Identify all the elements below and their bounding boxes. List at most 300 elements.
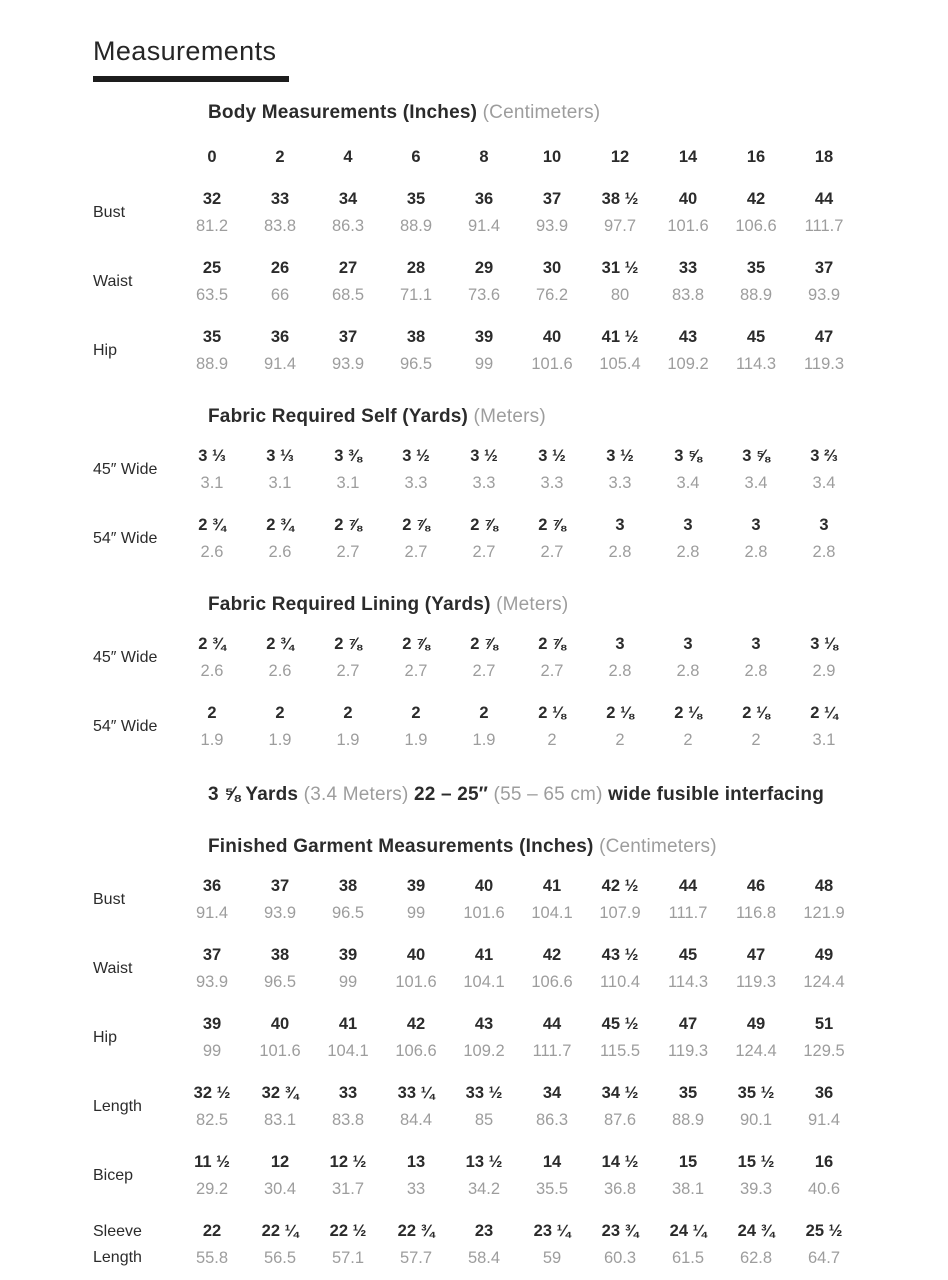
value-primary: 34 bbox=[542, 1084, 562, 1102]
value-primary: 3 bbox=[751, 635, 761, 653]
value-secondary: 62.8 bbox=[739, 1249, 773, 1267]
value-secondary: 93.9 bbox=[263, 904, 297, 922]
value-primary: 40 bbox=[474, 877, 494, 895]
value-primary: 3 ⅝ bbox=[674, 447, 702, 465]
value-secondary: 58.4 bbox=[467, 1249, 501, 1267]
value-primary: 32 bbox=[202, 190, 222, 208]
measurement-cell bbox=[382, 443, 450, 497]
size-col-header: 0 bbox=[207, 148, 217, 166]
value-secondary: 31.7 bbox=[331, 1180, 365, 1198]
measurement-cell bbox=[178, 942, 246, 996]
value-primary: 22 ¾ bbox=[397, 1222, 435, 1240]
value-primary: 36 bbox=[202, 877, 222, 895]
measurement-cell bbox=[722, 1218, 790, 1272]
value-primary: 39 bbox=[406, 877, 426, 895]
value-primary: 3 ½ bbox=[606, 447, 634, 465]
measurement-cell bbox=[518, 512, 586, 566]
sizes-header-spacer bbox=[93, 144, 178, 171]
value-primary: 3 ⅔ bbox=[810, 447, 838, 465]
value-secondary: 97.7 bbox=[603, 217, 637, 235]
page-header bbox=[93, 36, 948, 82]
value-secondary: 2.6 bbox=[268, 662, 292, 680]
value-secondary: 60.3 bbox=[603, 1249, 637, 1267]
measurement-cell bbox=[450, 631, 518, 685]
measurement-cell bbox=[790, 186, 858, 240]
value-primary: 2 ⅛ bbox=[538, 704, 566, 722]
value-secondary: 57.1 bbox=[331, 1249, 365, 1267]
section-heading-secondary: (Centimeters) bbox=[482, 102, 601, 123]
measurement-cell bbox=[654, 700, 722, 754]
measurement-cell bbox=[790, 443, 858, 497]
measurement-cell bbox=[450, 1149, 518, 1203]
measurement-cell bbox=[314, 631, 382, 685]
measurement-cell bbox=[450, 700, 518, 754]
measurement-cell bbox=[790, 324, 858, 378]
value-secondary: 2.7 bbox=[336, 543, 360, 561]
value-secondary: 114.3 bbox=[667, 973, 709, 991]
size-col-header: 18 bbox=[814, 148, 834, 166]
measurement-cell bbox=[178, 255, 246, 309]
value-secondary: 87.6 bbox=[603, 1111, 637, 1129]
row-label: Hip bbox=[93, 1029, 118, 1046]
measurement-cell bbox=[382, 631, 450, 685]
measurement-cell bbox=[518, 443, 586, 497]
section-heading-secondary: (Meters) bbox=[496, 594, 569, 615]
value-primary: 2 ⅞ bbox=[538, 635, 566, 653]
size-col-header: 8 bbox=[479, 148, 489, 166]
measurement-cell bbox=[450, 942, 518, 996]
value-primary: 25 bbox=[202, 259, 222, 277]
value-secondary: 2 bbox=[615, 731, 625, 749]
row-label: Bust bbox=[93, 204, 126, 221]
size-col-header: 6 bbox=[411, 148, 421, 166]
value-primary: 37 bbox=[338, 328, 358, 346]
section-heading-primary: Body Measurements (Inches) bbox=[208, 102, 483, 123]
value-primary: 32 ½ bbox=[193, 1084, 231, 1102]
size-col-header: 16 bbox=[746, 148, 766, 166]
section-heading-secondary: (Centimeters) bbox=[599, 836, 717, 857]
measurement-cell bbox=[450, 186, 518, 240]
value-primary: 33 ¼ bbox=[397, 1084, 435, 1102]
sizes-header-row bbox=[93, 144, 948, 171]
value-primary: 3 bbox=[683, 635, 693, 653]
value-primary: 41 bbox=[338, 1015, 358, 1033]
value-secondary: 91.4 bbox=[807, 1111, 841, 1129]
value-secondary: 109.2 bbox=[463, 1042, 505, 1060]
value-primary: 13 bbox=[406, 1153, 426, 1171]
measurement-cell bbox=[654, 1218, 722, 1272]
row-label: 54″ Wide bbox=[93, 718, 158, 735]
value-primary: 3 bbox=[751, 516, 761, 534]
measurement-cell bbox=[654, 255, 722, 309]
measurement-cell bbox=[518, 1011, 586, 1065]
value-primary: 3 ½ bbox=[402, 447, 430, 465]
value-secondary: 1.9 bbox=[200, 731, 224, 749]
value-primary: 2 ¾ bbox=[266, 635, 294, 653]
value-primary: 25 ½ bbox=[805, 1222, 843, 1240]
value-secondary: 96.5 bbox=[331, 904, 365, 922]
value-primary: 39 bbox=[474, 328, 494, 346]
value-secondary: 104.1 bbox=[327, 1042, 369, 1060]
measurement-cell bbox=[246, 324, 314, 378]
measurement-cell bbox=[722, 1149, 790, 1203]
measurement-cell bbox=[518, 1080, 586, 1134]
value-secondary: 99 bbox=[338, 973, 358, 991]
measurement-cell bbox=[722, 700, 790, 754]
measurement-cell bbox=[314, 324, 382, 378]
measurement-cell bbox=[450, 443, 518, 497]
value-secondary: 84.4 bbox=[399, 1111, 433, 1129]
measurement-cell bbox=[722, 873, 790, 927]
value-primary: 49 bbox=[746, 1015, 766, 1033]
measurement-cell bbox=[722, 1080, 790, 1134]
value-secondary: 101.6 bbox=[463, 904, 505, 922]
value-secondary: 2.6 bbox=[200, 662, 224, 680]
size-col-header: 4 bbox=[343, 148, 353, 166]
measurement-cell bbox=[722, 186, 790, 240]
value-primary: 3 ⅝ bbox=[742, 447, 770, 465]
measurement-row bbox=[93, 700, 948, 754]
measurement-cell bbox=[654, 186, 722, 240]
measurement-row bbox=[93, 1149, 948, 1203]
value-secondary: 86.3 bbox=[535, 1111, 569, 1129]
measurement-cell bbox=[654, 1011, 722, 1065]
value-primary: 35 ½ bbox=[737, 1084, 775, 1102]
row-label: Waist bbox=[93, 960, 133, 977]
value-secondary: 111.7 bbox=[532, 1042, 572, 1060]
value-primary: 39 bbox=[202, 1015, 222, 1033]
value-primary: 2 ⅞ bbox=[334, 516, 362, 534]
page-title: Measurements bbox=[93, 36, 277, 66]
value-secondary: 109.2 bbox=[667, 355, 709, 373]
value-primary: 23 bbox=[474, 1222, 494, 1240]
row-label: Bust bbox=[93, 891, 126, 908]
value-secondary: 119.3 bbox=[735, 973, 777, 991]
value-secondary: 99 bbox=[202, 1042, 222, 1060]
measurement-cell bbox=[246, 512, 314, 566]
measurement-row bbox=[93, 1080, 948, 1134]
value-primary: 47 bbox=[746, 946, 766, 964]
measurement-cell bbox=[790, 512, 858, 566]
value-secondary: 82.5 bbox=[195, 1111, 229, 1129]
measurement-cell bbox=[382, 700, 450, 754]
measurement-cell bbox=[586, 324, 654, 378]
measurement-cell bbox=[586, 700, 654, 754]
value-secondary: 83.8 bbox=[331, 1111, 365, 1129]
value-secondary: 101.6 bbox=[667, 217, 709, 235]
value-primary: 37 bbox=[542, 190, 562, 208]
value-secondary: 2.6 bbox=[268, 543, 292, 561]
value-secondary: 2.7 bbox=[336, 662, 360, 680]
measurement-cell bbox=[246, 255, 314, 309]
measurement-row bbox=[93, 255, 948, 309]
value-secondary: 91.4 bbox=[467, 217, 501, 235]
value-primary: 43 bbox=[474, 1015, 494, 1033]
value-primary: 46 bbox=[746, 877, 766, 895]
measurement-cell bbox=[382, 324, 450, 378]
value-primary: 47 bbox=[814, 328, 834, 346]
value-secondary: 2.7 bbox=[404, 662, 428, 680]
measurement-cell bbox=[586, 512, 654, 566]
value-primary: 26 bbox=[270, 259, 290, 277]
value-primary: 44 bbox=[814, 190, 834, 208]
value-secondary: 2 bbox=[751, 731, 761, 749]
section-heading bbox=[208, 406, 948, 428]
value-primary: 3 ⅓ bbox=[266, 447, 294, 465]
value-secondary: 86.3 bbox=[331, 217, 365, 235]
value-primary: 14 ½ bbox=[601, 1153, 639, 1171]
measurement-cell bbox=[450, 873, 518, 927]
measurement-cell bbox=[654, 1149, 722, 1203]
value-primary: 13 ½ bbox=[465, 1153, 503, 1171]
value-secondary: 1.9 bbox=[472, 731, 496, 749]
value-secondary: 116.8 bbox=[735, 904, 777, 922]
measurement-cell bbox=[586, 186, 654, 240]
measurement-cell bbox=[654, 1080, 722, 1134]
value-secondary: 36.8 bbox=[603, 1180, 637, 1198]
value-primary: 39 bbox=[338, 946, 358, 964]
measurement-cell bbox=[382, 873, 450, 927]
value-primary: 36 bbox=[270, 328, 290, 346]
value-secondary: 104.1 bbox=[463, 973, 505, 991]
measurement-cell bbox=[518, 942, 586, 996]
measurement-cell bbox=[586, 255, 654, 309]
value-secondary: 76.2 bbox=[535, 286, 569, 304]
value-secondary: 2.7 bbox=[540, 662, 564, 680]
row-label: 45″ Wide bbox=[93, 461, 158, 478]
value-primary: 22 ¼ bbox=[261, 1222, 299, 1240]
value-primary: 3 bbox=[615, 635, 625, 653]
measurement-cell bbox=[314, 942, 382, 996]
value-primary: 16 bbox=[814, 1153, 834, 1171]
value-secondary: 30.4 bbox=[263, 1180, 297, 1198]
value-secondary: 101.6 bbox=[395, 973, 437, 991]
size-col-header: 14 bbox=[678, 148, 698, 166]
value-secondary: 83.8 bbox=[671, 286, 705, 304]
value-primary: 15 bbox=[678, 1153, 698, 1171]
value-primary: 41 bbox=[474, 946, 494, 964]
note-part-muted: (55 – 65 cm) bbox=[493, 784, 609, 805]
value-secondary: 80 bbox=[610, 286, 630, 304]
value-secondary: 3.4 bbox=[812, 474, 836, 492]
value-primary: 51 bbox=[814, 1015, 834, 1033]
section-heading bbox=[208, 836, 948, 858]
value-secondary: 83.8 bbox=[263, 217, 297, 235]
measurement-cell bbox=[314, 700, 382, 754]
measurement-cell bbox=[314, 1218, 382, 1272]
value-primary: 29 bbox=[474, 259, 494, 277]
measurement-cell bbox=[654, 324, 722, 378]
value-primary: 33 bbox=[678, 259, 698, 277]
value-primary: 41 bbox=[542, 877, 562, 895]
value-secondary: 104.1 bbox=[531, 904, 573, 922]
measurement-cell bbox=[518, 700, 586, 754]
value-secondary: 56.5 bbox=[263, 1249, 297, 1267]
row-label: Sleeve Length bbox=[93, 1223, 142, 1266]
size-col-header: 12 bbox=[610, 148, 630, 166]
value-primary: 33 ½ bbox=[465, 1084, 503, 1102]
value-secondary: 114.3 bbox=[735, 355, 777, 373]
value-primary: 48 bbox=[814, 877, 834, 895]
section-heading-secondary: (Meters) bbox=[473, 406, 546, 427]
value-secondary: 96.5 bbox=[399, 355, 433, 373]
value-secondary: 88.9 bbox=[399, 217, 433, 235]
section-heading-primary: Finished Garment Measurements (Inches) bbox=[208, 836, 600, 857]
value-primary: 2 bbox=[411, 704, 421, 722]
value-primary: 42 bbox=[746, 190, 766, 208]
value-primary: 35 bbox=[202, 328, 222, 346]
value-secondary: 93.9 bbox=[331, 355, 365, 373]
row-label: Length bbox=[93, 1098, 142, 1115]
measurement-cell bbox=[178, 873, 246, 927]
value-primary: 40 bbox=[678, 190, 698, 208]
value-secondary: 61.5 bbox=[671, 1249, 705, 1267]
measurement-cell bbox=[722, 1011, 790, 1065]
measurement-cell bbox=[586, 873, 654, 927]
section-heading-primary: Fabric Required Self (Yards) bbox=[208, 406, 474, 427]
note-part: 3 ⅝ Yards bbox=[208, 784, 304, 805]
value-primary: 2 ¾ bbox=[266, 516, 294, 534]
value-primary: 3 bbox=[683, 516, 693, 534]
value-secondary: 99 bbox=[406, 904, 426, 922]
value-primary: 2 ¼ bbox=[810, 704, 838, 722]
measurement-row bbox=[93, 512, 948, 566]
section-heading-primary: Fabric Required Lining (Yards) bbox=[208, 594, 497, 615]
value-secondary: 105.4 bbox=[599, 355, 641, 373]
note-part: wide fusible interfacing bbox=[608, 784, 825, 805]
value-secondary: 68.5 bbox=[331, 286, 365, 304]
value-secondary: 3.1 bbox=[336, 474, 360, 492]
value-secondary: 93.9 bbox=[535, 217, 569, 235]
value-secondary: 99 bbox=[474, 355, 494, 373]
measurement-cell bbox=[178, 700, 246, 754]
value-primary: 3 ⅜ bbox=[334, 447, 362, 465]
value-primary: 27 bbox=[338, 259, 358, 277]
value-primary: 2 bbox=[479, 704, 489, 722]
value-secondary: 3.1 bbox=[812, 731, 836, 749]
value-secondary: 93.9 bbox=[195, 973, 229, 991]
value-secondary: 35.5 bbox=[535, 1180, 569, 1198]
value-secondary: 2.8 bbox=[608, 543, 632, 561]
value-primary: 2 ¾ bbox=[198, 635, 226, 653]
value-secondary: 3.1 bbox=[200, 474, 224, 492]
value-secondary: 121.9 bbox=[803, 904, 845, 922]
measurement-cell bbox=[178, 186, 246, 240]
measurement-cell bbox=[790, 942, 858, 996]
value-primary: 28 bbox=[406, 259, 426, 277]
value-secondary: 88.9 bbox=[739, 286, 773, 304]
measurement-cell bbox=[178, 324, 246, 378]
value-secondary: 124.4 bbox=[735, 1042, 777, 1060]
value-primary: 38 bbox=[338, 877, 358, 895]
measurement-row bbox=[93, 1011, 948, 1065]
value-primary: 22 bbox=[202, 1222, 222, 1240]
measurement-cell bbox=[314, 1149, 382, 1203]
value-secondary: 63.5 bbox=[195, 286, 229, 304]
measurement-cell bbox=[790, 873, 858, 927]
value-primary: 15 ½ bbox=[737, 1153, 775, 1171]
value-primary: 40 bbox=[270, 1015, 290, 1033]
value-secondary: 2 bbox=[547, 731, 557, 749]
value-primary: 38 ½ bbox=[601, 190, 639, 208]
measurement-cell bbox=[246, 631, 314, 685]
value-primary: 34 ½ bbox=[601, 1084, 639, 1102]
value-secondary: 2.7 bbox=[404, 543, 428, 561]
measurement-cell bbox=[178, 512, 246, 566]
value-primary: 35 bbox=[406, 190, 426, 208]
measurement-cell bbox=[518, 1149, 586, 1203]
value-primary: 24 ¾ bbox=[737, 1222, 775, 1240]
measurement-cell bbox=[450, 1011, 518, 1065]
value-secondary: 111.7 bbox=[668, 904, 708, 922]
title-underline bbox=[93, 76, 289, 82]
value-secondary: 3.1 bbox=[268, 474, 292, 492]
note-part-muted: (3.4 Meters) bbox=[303, 784, 414, 805]
measurement-cell bbox=[790, 631, 858, 685]
value-secondary: 101.6 bbox=[259, 1042, 301, 1060]
value-primary: 38 bbox=[406, 328, 426, 346]
value-primary: 23 ¼ bbox=[533, 1222, 571, 1240]
measurement-cell bbox=[518, 324, 586, 378]
measurement-cell bbox=[518, 1218, 586, 1272]
value-primary: 43 bbox=[678, 328, 698, 346]
row-label: Waist bbox=[93, 273, 133, 290]
value-secondary: 2.8 bbox=[744, 543, 768, 561]
value-primary: 36 bbox=[474, 190, 494, 208]
measurement-cell bbox=[586, 1080, 654, 1134]
measurement-cell bbox=[790, 1011, 858, 1065]
section-finished-garment-measurements bbox=[93, 836, 948, 1272]
value-secondary: 2.7 bbox=[472, 543, 496, 561]
measurement-cell bbox=[450, 255, 518, 309]
value-secondary: 39.3 bbox=[739, 1180, 773, 1198]
value-primary: 37 bbox=[814, 259, 834, 277]
value-secondary: 90.1 bbox=[739, 1111, 773, 1129]
measurement-cell bbox=[178, 1011, 246, 1065]
measurement-cell bbox=[654, 443, 722, 497]
value-secondary: 106.6 bbox=[735, 217, 777, 235]
value-secondary: 33 bbox=[406, 1180, 426, 1198]
value-secondary: 2.8 bbox=[676, 543, 700, 561]
value-primary: 35 bbox=[678, 1084, 698, 1102]
measurement-row bbox=[93, 631, 948, 685]
value-secondary: 2.8 bbox=[812, 543, 836, 561]
row-label: Bicep bbox=[93, 1167, 134, 1184]
value-primary: 2 bbox=[207, 704, 217, 722]
measurement-cell bbox=[450, 1218, 518, 1272]
value-primary: 3 ⅛ bbox=[810, 635, 838, 653]
value-secondary: 93.9 bbox=[807, 286, 841, 304]
value-secondary: 3.3 bbox=[608, 474, 632, 492]
measurement-cell bbox=[314, 1080, 382, 1134]
value-secondary: 38.1 bbox=[671, 1180, 705, 1198]
value-primary: 35 bbox=[746, 259, 766, 277]
size-col-header: 10 bbox=[542, 148, 562, 166]
value-primary: 33 bbox=[338, 1084, 358, 1102]
measurement-cell bbox=[790, 1080, 858, 1134]
measurement-cell bbox=[246, 186, 314, 240]
value-secondary: 91.4 bbox=[263, 355, 297, 373]
value-primary: 2 ⅞ bbox=[538, 516, 566, 534]
value-primary: 37 bbox=[202, 946, 222, 964]
value-secondary: 3.4 bbox=[744, 474, 768, 492]
value-secondary: 57.7 bbox=[399, 1249, 433, 1267]
value-primary: 38 bbox=[270, 946, 290, 964]
value-secondary: 34.2 bbox=[467, 1180, 501, 1198]
value-secondary: 3.3 bbox=[404, 474, 428, 492]
value-primary: 47 bbox=[678, 1015, 698, 1033]
value-primary: 3 ½ bbox=[470, 447, 498, 465]
